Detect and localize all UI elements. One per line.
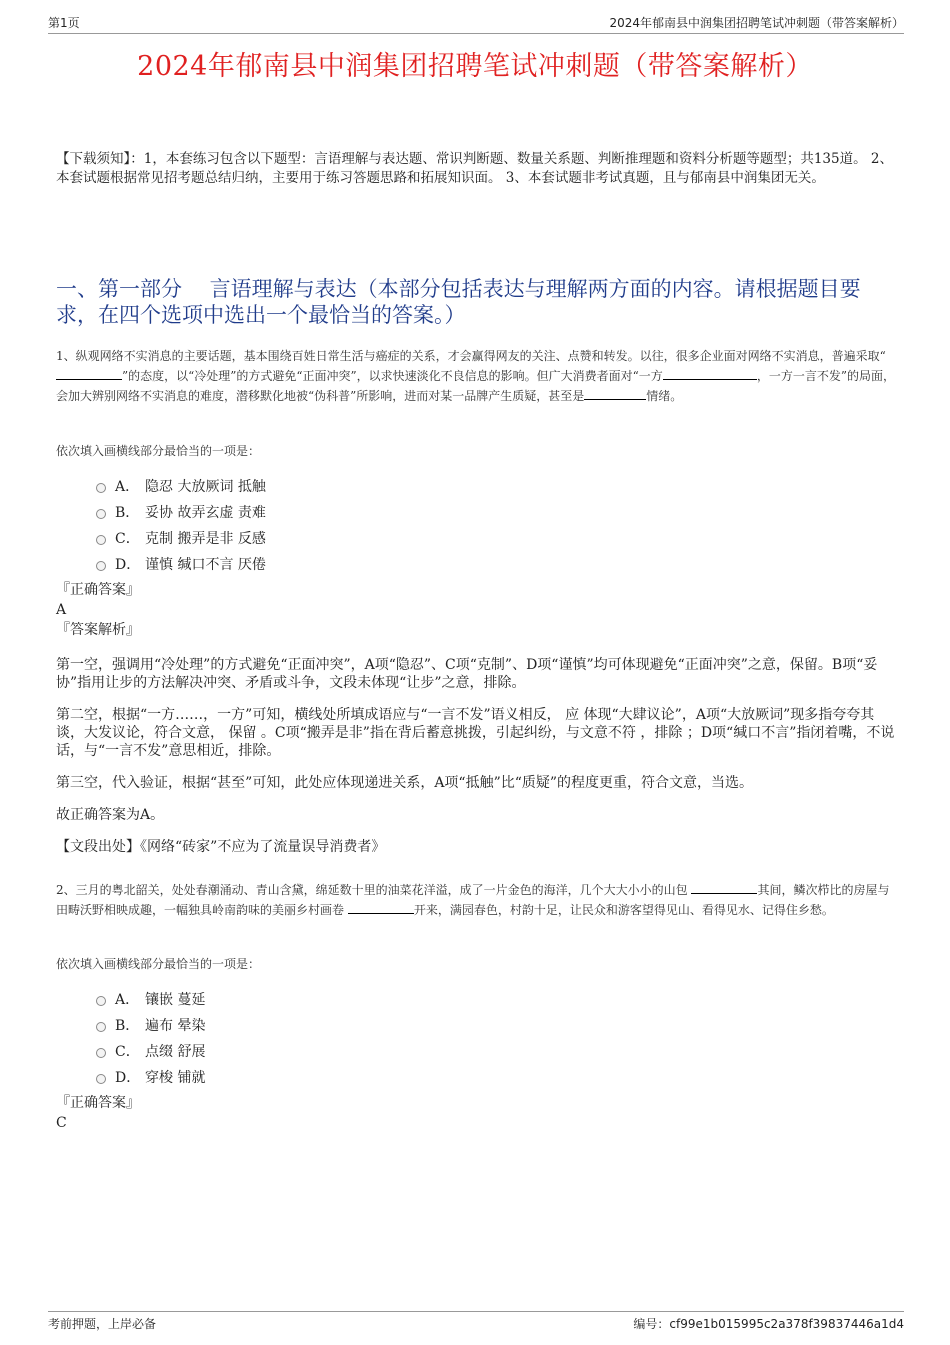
- question-2-text: [56, 880, 898, 920]
- option-a[interactable]: [96, 986, 205, 1012]
- radio-icon[interactable]: [96, 535, 106, 545]
- text-segment: ”的态度，以“冷处理”的方式避免“正面冲突”，以求快速淡化不良信息的影响。但广大消费者面对“一方: [122, 369, 663, 383]
- answer-value: A: [56, 602, 67, 618]
- radio-icon[interactable]: [96, 1074, 106, 1084]
- answer-label: 『正确答案』: [56, 582, 140, 598]
- radio-icon[interactable]: [96, 509, 106, 519]
- code-label: 编号：: [633, 1317, 670, 1331]
- option-text: 谨慎 缄口不言 厌倦: [145, 557, 266, 573]
- option-text: 穿梭 铺就: [145, 1070, 206, 1086]
- radio-icon[interactable]: [96, 1022, 106, 1032]
- answer-label: 『正确答案』: [56, 1095, 140, 1111]
- analysis-paragraph: 第三空，代入验证，根据“甚至”可知，此处应体现递进关系，A项“抵触”比“质疑”的程度更重，符合文意，当选。: [56, 775, 754, 791]
- code-value: cf99e1b015995c2a378f39837446a1d4: [669, 1317, 904, 1331]
- analysis-paragraph: 第一空，强调用“冷处理”的方式避免“正面冲突”，A项“隐忍”、C项“克制”、D项“谨慎”均可体现避免“正面冲突”之意，保留。B项“妥协”指用让步的方法解决冲突、矛盾或斗争，文段未体现“让步”之意，排除。: [56, 657, 878, 691]
- radio-icon[interactable]: [96, 561, 106, 571]
- option-letter: A．: [115, 992, 140, 1008]
- footer-slogan: 考前押题，上岸必备: [48, 1317, 157, 1331]
- option-a[interactable]: [96, 473, 266, 499]
- source-citation: 【文段出处】《网络“砖家”不应为了流量误导消费者》: [56, 839, 386, 855]
- option-text: 妥协 故弄玄虚 责难: [145, 505, 266, 521]
- radio-icon[interactable]: [96, 1048, 106, 1058]
- option-letter: D．: [115, 1070, 141, 1086]
- text-segment: 其间，鳞次栉比的房屋与田畴沃野相映成趣，一幅独具岭南韵味的美丽乡村画卷: [56, 883, 890, 917]
- option-b[interactable]: [96, 1012, 205, 1038]
- text-segment: 2、三月的粤北韶关，处处春潮涌动、青山含黛，绵延数十里的油菜花洋溢，成了一片金色的海洋，几个大大小小的山包: [56, 883, 692, 897]
- text-segment: 开来，满园春色，村韵十足，让民众和游客望得见山、看得见水、记得住乡愁。: [413, 903, 834, 917]
- section-heading: 一、第一部分 言语理解与表达（本部分包括表达与理解两方面的内容。请根据题目要求，在四个选项中选出一个最恰当的答案。）: [56, 277, 861, 327]
- option-d[interactable]: [96, 1064, 205, 1090]
- answer-value: C: [56, 1115, 67, 1131]
- question-1-analysis: [56, 656, 898, 870]
- analysis-paragraph: 故正确答案为A。: [56, 807, 165, 823]
- page-header: [48, 14, 904, 34]
- option-letter: C．: [115, 1044, 140, 1060]
- option-letter: C．: [115, 531, 140, 547]
- question-2-answer: [56, 1093, 140, 1133]
- header-doc-title: 2024年郁南县中润集团招聘笔试冲刺题（带答案解析）: [609, 16, 904, 30]
- question-2-prompt: 依次填入画横线部分最恰当的一项是：: [56, 957, 261, 971]
- page-title: 2024年郁南县中润集团招聘笔试冲刺题（带答案解析）: [137, 51, 813, 82]
- radio-icon[interactable]: [96, 996, 106, 1006]
- text-segment: 情绪。: [646, 389, 683, 403]
- radio-icon[interactable]: [96, 483, 106, 493]
- question-2-options: [96, 986, 205, 1090]
- answer-blank: [663, 368, 757, 380]
- option-c[interactable]: [96, 1038, 205, 1064]
- analysis-paragraph: 第二空，根据“一方……，一方”可知，横线处所填成语应与“一言不发”语义相反， 应 体现“大肆议论”，A项“大放厥词”现多指夸夸其谈，大发议论，符合文意， 保留 。C项“搬弄是非”指在背后蓄意挑拨，引起纠纷，与文意不符 ，排除 ；D项“缄口不言”指闭着嘴，不说话，与“一言不发”意思相近，排除。: [56, 707, 895, 759]
- question-1-text: [56, 346, 898, 406]
- option-letter: B．: [115, 505, 140, 521]
- option-text: 遍布 晕染: [145, 1018, 206, 1034]
- option-letter: A．: [115, 479, 140, 495]
- option-letter: D．: [115, 557, 141, 573]
- download-notice: 【下载须知】：1，本套练习包含以下题型：言语理解与表达题、常识判断题、数量关系题、判断推理题和资料分析题等题型；共135道。 2、本套试题根据常见招考题总结归纳，主要用于练习答题思路和拓展知识面。 3、本套试题非考试真题，且与郁南县中润集团无关。: [56, 151, 893, 186]
- text-segment: 1、纵观网络不实消息的主要话题，基本围绕百姓日常生活与癌症的关系，才会赢得网友的关注、点赞和转发。以往，很多企业面对网络不实消息，普遍采取“: [56, 349, 886, 363]
- option-text: 点缀 舒展: [145, 1044, 206, 1060]
- footer-code: [633, 1315, 904, 1332]
- option-text: 镶嵌 蔓延: [145, 992, 206, 1008]
- page-footer: [48, 1311, 904, 1332]
- answer-blank: [691, 882, 757, 894]
- option-text: 隐忍 大放厥词 抵触: [145, 479, 266, 495]
- analysis-label: 『答案解析』: [56, 622, 140, 638]
- page-number: 第1页: [48, 16, 80, 30]
- option-c[interactable]: [96, 525, 266, 551]
- option-letter: B．: [115, 1018, 140, 1034]
- question-1-options: [96, 473, 266, 577]
- answer-blank: [584, 388, 646, 400]
- answer-blank: [348, 902, 414, 914]
- question-1-answer: [56, 580, 140, 640]
- question-1-prompt: 依次填入画横线部分最恰当的一项是：: [56, 444, 261, 458]
- option-text: 克制 搬弄是非 反感: [145, 531, 266, 547]
- option-b[interactable]: [96, 499, 266, 525]
- text-segment: ，一方一言不发”的局面，会加大辨别网络不实消息的难度，潜移默化地被“伪科普”所影响，进而对某一品牌产生质疑，甚至是: [56, 369, 895, 403]
- answer-blank: [56, 368, 122, 380]
- option-d[interactable]: [96, 551, 266, 577]
